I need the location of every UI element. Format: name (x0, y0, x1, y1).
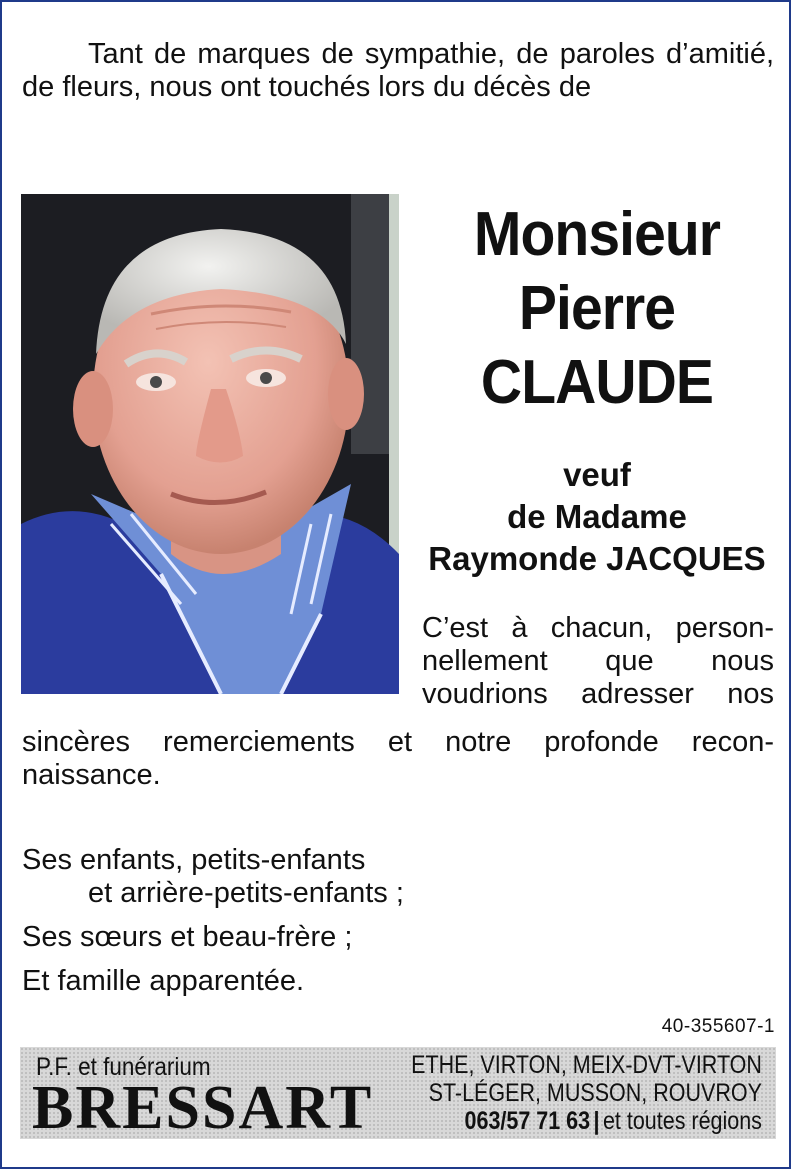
family-line-1: Ses enfants, petits-enfants (22, 844, 366, 876)
coverage-text: et toutes régions (603, 1107, 762, 1135)
widow-block (412, 454, 782, 580)
separator: | (593, 1107, 600, 1135)
widow-line-3: Raymonde JACQUES (428, 540, 766, 577)
thanks-line-5: naissance. (22, 759, 161, 791)
thanks-line-1: C’est à chacun, person- (422, 612, 774, 644)
family-line-3: Ses sœurs et beau-frère ; (22, 921, 353, 953)
thanks-line-2: nellement que nous (422, 645, 774, 677)
funeral-home-label: P.F. et funérarium (36, 1053, 211, 1081)
thanks-text-full (22, 726, 774, 792)
widow-line-1: veuf (563, 456, 631, 493)
deceased-name-block (427, 198, 767, 420)
locations-line-1: ETHE, VIRTON, MEIX-DVT-VIRTON (411, 1051, 762, 1079)
phone-number: 063/57 71 63 (464, 1107, 591, 1135)
reference-number: 40-355607-1 (661, 1016, 775, 1037)
funeral-home-contact (354, 1051, 762, 1135)
deceased-first-name: Pierre (518, 274, 676, 343)
deceased-last-name: CLAUDE (480, 348, 714, 417)
family-line-4: Et famille apparentée. (22, 965, 305, 997)
family-line-2: et arrière-petits-enfants ; (88, 877, 404, 909)
portrait-photo (21, 194, 399, 694)
portrait-illustration (21, 194, 399, 694)
contact-line (411, 1107, 762, 1135)
deceased-title: Monsieur (473, 200, 721, 269)
locations-line-2: ST-LÉGER, MUSSON, ROUVROY (428, 1079, 762, 1107)
widow-line-2: de Madame (507, 498, 687, 535)
funeral-home-brand: BRESSART (32, 1074, 374, 1142)
intro-text: Tant de marques de sympathie, de paroles d’amitié, de fleurs, nous ont touchés lors du décès de (22, 38, 774, 103)
thanks-line-3: voudrions adresser nos (422, 678, 774, 710)
funeral-home-banner (20, 1047, 776, 1142)
thanks-text-right (422, 612, 774, 711)
family-list (22, 844, 762, 1009)
thanks-line-4: sincères remerciements et notre profonde recon- (22, 726, 774, 758)
